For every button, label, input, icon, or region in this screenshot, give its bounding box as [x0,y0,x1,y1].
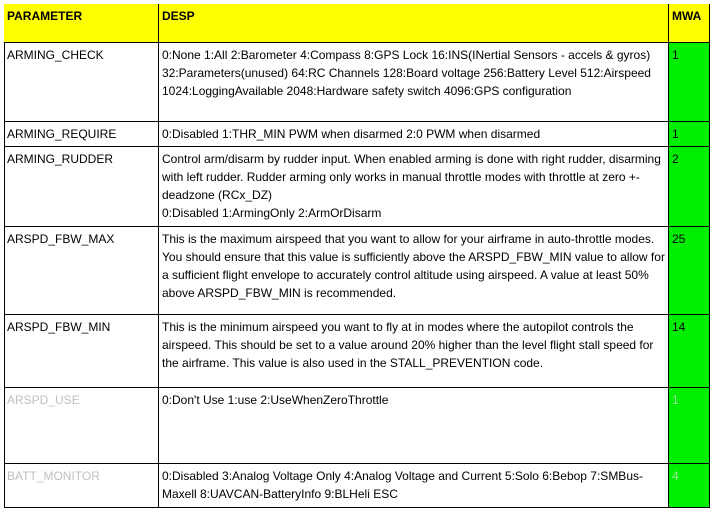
parameter-table [4,4,710,508]
table-row-mwa: 1 [669,388,710,464]
table-row-mwa: 14 [669,315,710,388]
table-row-desc: This is the maximum airspeed that you want to allow for your airframe in auto-throttle modes. You should ensure that this value is sufficiently above the ARSPD_FBW_MIN value to allow for a sufficient flight envelope to accurately control altitude using airspeed. A value at least 50% above ARSPD_FBW_MIN is recommended. [159,227,669,315]
table-row-param: ARSPD_FBW_MAX [4,227,159,315]
table-row-mwa: 4 [669,464,710,508]
table-row-desc: 0:Disabled 3:Analog Voltage Only 4:Analog Voltage and Current 5:Solo 6:Bebop 7:SMBus-Maxell 8:UAVCAN-BatteryInfo 9:BLHeli ESC [159,464,669,508]
table-row-desc: This is the minimum airspeed you want to fly at in modes where the autopilot controls the airspeed. This should be set to a value around 20% higher than the level flight stall speed for the airframe. This value is also used in the STALL_PREVENTION code. [159,315,669,388]
table-row-desc-text: Control arm/disarm by rudder input. When enabled arming is done with right rudder, disarming with left rudder. Rudder arming only works in manual throttle modes with throttle at zero +- deadzone (RCx_DZ) [162,152,661,202]
header-mwa: MWA [669,4,710,43]
header-desc: DESP [159,4,669,43]
table-row-param: ARSPD_FBW_MIN [4,315,159,388]
table-row-desc: 0:Disabled 1:THR_MIN PWM when disarmed 2:0 PWM when disarmed [159,122,669,147]
table-row-mwa: 1 [669,122,710,147]
table-row-desc-options: 0:Disabled 1:ArmingOnly 2:ArmOrDisarm [162,206,382,220]
table-row-mwa: 25 [669,227,710,315]
header-parameter: PARAMETER [4,4,159,43]
table-row-param: ARMING_REQUIRE [4,122,159,147]
table-row-param: ARMING_CHECK [4,43,159,122]
table-row-desc [159,147,669,227]
table-row-mwa: 2 [669,147,710,227]
table-row-mwa: 1 [669,43,710,122]
table-row-param: BATT_MONITOR [4,464,159,508]
table-row-param: ARSPD_USE [4,388,159,464]
table-row-param: ARMING_RUDDER [4,147,159,227]
table-row-desc: 0:None 1:All 2:Barometer 4:Compass 8:GPS Lock 16:INS(INertial Sensors - accels & gyros) 32:Parameters(unused) 64:RC Channels 128:Board voltage 256:Battery Level 512:Airspeed 1024:LoggingAvailable 2048:Hardware safety switch 4096:GPS configuration [159,43,669,122]
table-row-desc: 0:Don't Use 1:use 2:UseWhenZeroThrottle [159,388,669,464]
